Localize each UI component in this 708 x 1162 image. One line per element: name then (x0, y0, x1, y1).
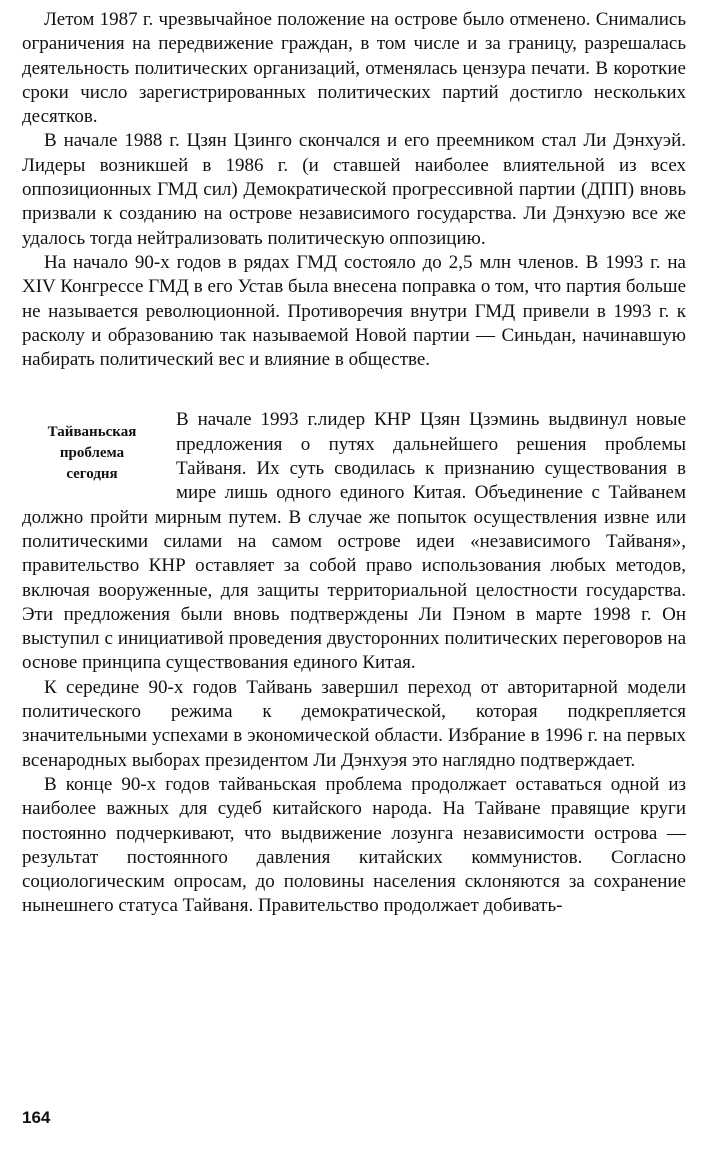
margin-heading-line-1: Тайваньская (47, 424, 137, 441)
margin-heading-line-3: сегодня (66, 466, 118, 483)
section-taiwan-problem-today (22, 408, 686, 918)
paragraph-democratic-transition: К середине 90-х годов Тайвань завершил переход от авторитарной модели политического режима к демократической, которая подкрепляется значительными успехами в экономической области. Избрание в 1996 г. на первых всенародных выборах президентом Ли Дэнхуэя это наглядно подтверждает. (22, 676, 686, 771)
paragraph-jiang-zemin-proposals: В начале 1993 г.лидер КНР Цзян Цзэминь выдвинул новые предложения о путях дальнейшего решения проблемы Тайваня. Их суть сводилась к признанию существования в мире лишь одного единого Китая. Объединение с Тайванем должно пройти мирным путем. В случае же попыток осуществления извне или политическими силами на самом острове идеи «независимого Тайваня», правительство КНР оставляет за собой право использования любых методов, включая вооруженные, для защиты территориальной целостности государства. Эти предложения были вновь подтверждены Ли Пэном в марте 1998 г. Он выступил с инициативой проведения двусторонних политических переговоров на основе принципа существования единого Китая. (22, 409, 686, 674)
margin-heading (22, 422, 162, 485)
margin-heading-line-2: проблема (59, 445, 125, 462)
paragraph-emergency-lifted: Летом 1987 г. чрезвычайное положение на острове было отменено. Снимались ограничения на передвижение граждан, в том числе и за границу, разрешалась деятельность политических организаций, отменялась цензура печати. В короткие сроки число зарегистрированных политических партий достигло нескольких десятков. (22, 9, 686, 128)
page-number: 164 (22, 1108, 51, 1127)
paragraph-li-denghui-succession: В начале 1988 г. Цзян Цзинго скончался и его преемником стал Ли Дэнхуэй. Лидеры возникшей в 1986 г. (и ставшей наиболее влиятельной из всех оппозиционных ГМД сил) Демократической прогрессивной партии (ДПП) вновь призвали к созданию на острове независимого государства. Ли Дэнхуэю все же удалось тогда нейтрализовать политическую оппозицию. (22, 130, 686, 249)
paragraph-gmd-split: На начало 90-х годов в рядах ГМД состояло до 2,5 млн членов. В 1993 г. на XIV Конгрессе ГМД в его Устав была внесена поправка о том, что партия больше не называется революционной. Противоречия внутри ГМД привели в 1993 г. к расколу и образованию так называемой Новой партии — Синьдан, начинавшую набирать политический вес и влияние в обществе. (22, 251, 686, 371)
section-spacer (22, 372, 686, 408)
paragraph-late-90s-problem: В конце 90-х годов тайваньская проблема продолжает оставаться одной из наиболее важных для судеб китайского народа. На Тайване правящие круги постоянно подчеркивают, что выдвижение лозунга независимости острова — результат постоянного давления китайских коммунистов. Согласно социологическим опросам, до половины населения склоняются за сохранение нынешнего статуса Тайваня. Правительство продолжает добивать- (22, 773, 686, 917)
